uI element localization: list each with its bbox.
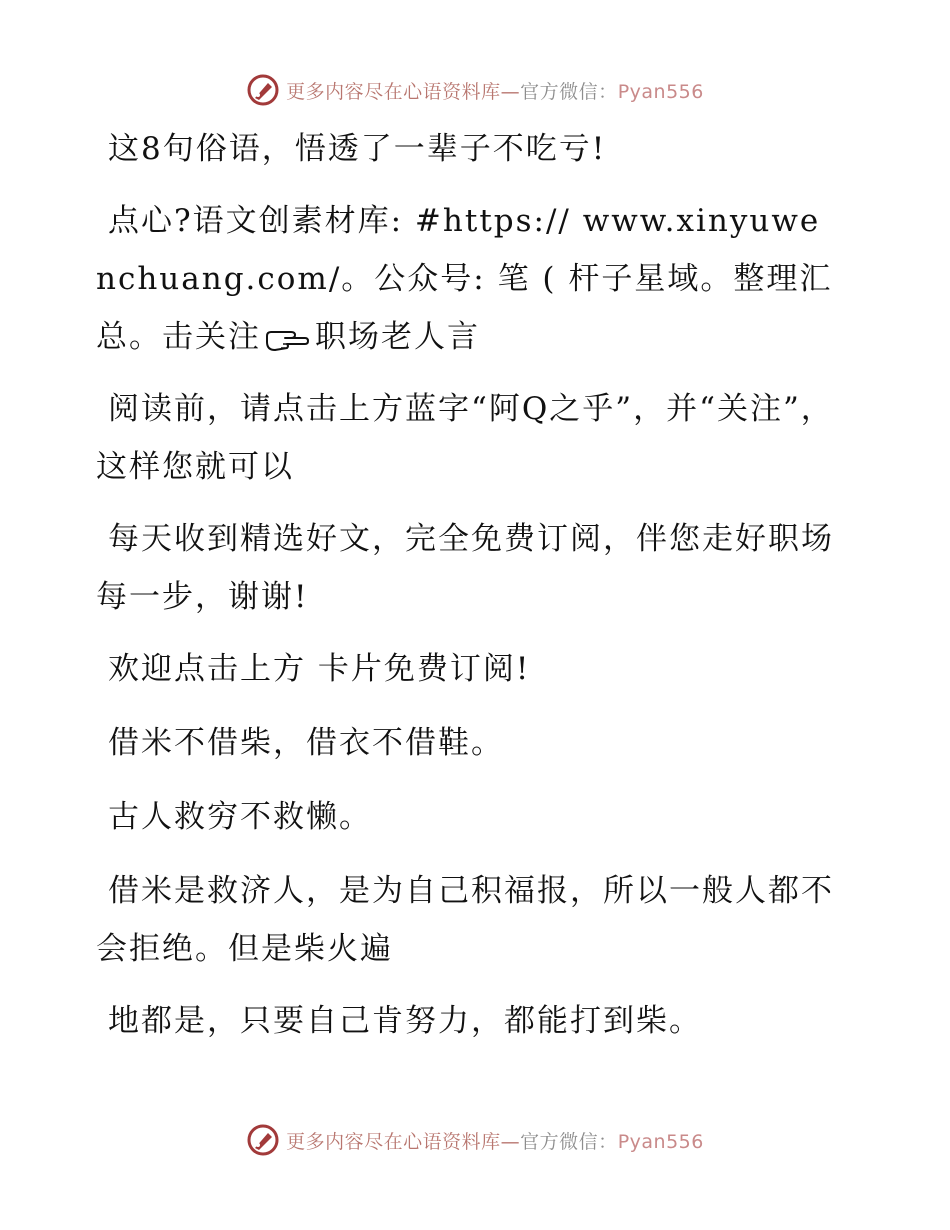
watermark-main-text: 更多内容尽在心语资料库 [286,80,501,103]
doc-paragraph-explain-2: 地都是，只要自己肯努力，都能打到柴。 [108,1003,702,1039]
watermark-wechat-label: 官方微信： [520,1130,618,1153]
watermark-handle: Pyan556 [617,1130,704,1153]
doc-paragraph-proverb-1: 借米不借柴，借衣不借鞋。 [108,725,504,761]
source-text: 点心?语文创素材库: #https:// www.xinyuwenchuang.com/。公众号: 笔 ( 杆子星域。整理汇总。击关注 [96,203,833,355]
watermark-dash: — [500,1130,521,1153]
doc-paragraph-source [96,192,836,366]
doc-title: 这8句俗语，悟透了一辈子不吃亏! [108,131,607,167]
header-watermark-text [286,77,704,104]
watermark-dash: — [500,80,521,103]
doc-paragraph-proverb-2: 古人救穷不救懒。 [108,799,372,835]
doc-paragraph-explain-1: 借米是救济人，是为自己积福报，所以一般人都不会拒绝。但是柴火遍 [96,873,834,967]
doc-paragraph-read-prompt: 阅读前，请点击上方蓝字“阿Q之乎”，并“关注”，这样您就可以 [96,391,834,485]
pen-nib-logo-icon [246,1123,280,1157]
watermark-handle: Pyan556 [617,80,704,103]
doc-paragraph-card: 欢迎点击上方 卡片免费订阅! [108,651,531,687]
pointing-hand-icon [265,324,309,354]
watermark-wechat-label: 官方微信： [520,80,618,103]
footer-watermark-banner [0,1120,950,1160]
header-watermark-banner [0,70,950,110]
source-tail-text: 职场老人言 [315,319,480,355]
doc-paragraph-subscribe: 每天收到精选好文，完全免费订阅，伴您走好职场每一步，谢谢! [96,521,834,615]
footer-watermark-text [286,1127,704,1154]
watermark-main-text: 更多内容尽在心语资料库 [286,1130,501,1153]
document-body [96,120,836,1064]
pen-nib-logo-icon [246,73,280,107]
